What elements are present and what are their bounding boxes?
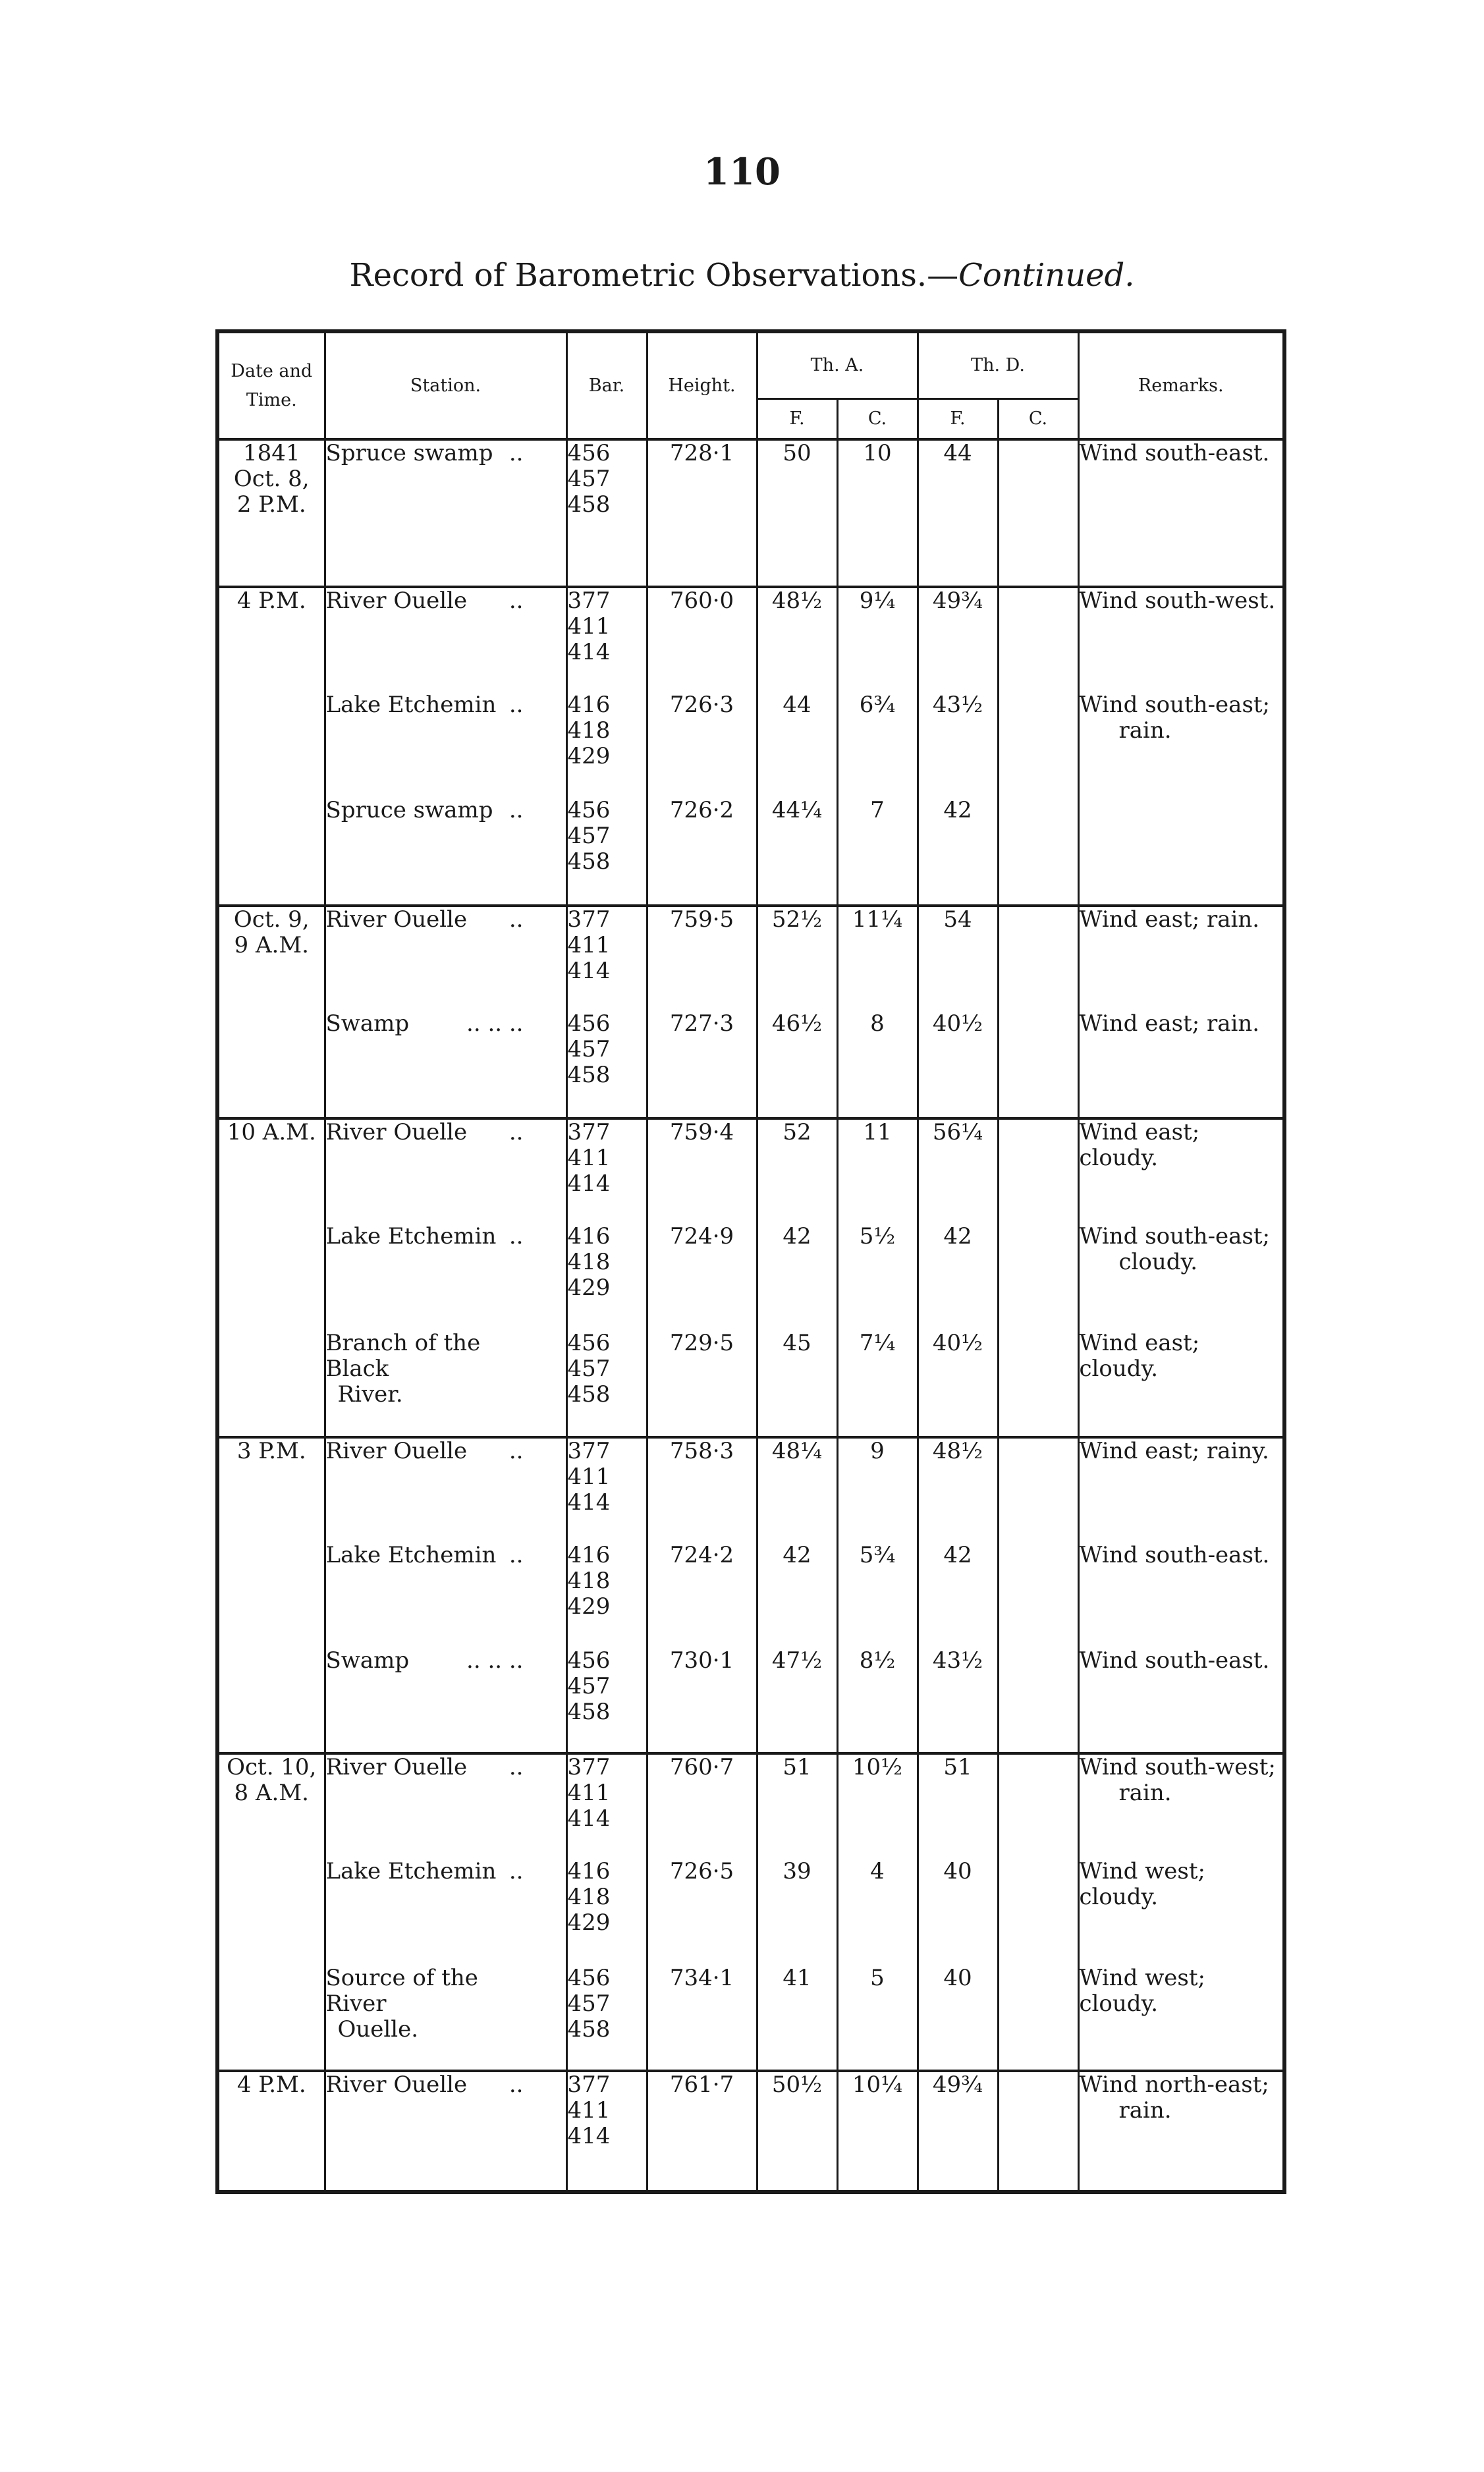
bar-value: 418 bbox=[567, 1568, 611, 1594]
th-d-c-cell bbox=[998, 1224, 1078, 1331]
station-cell bbox=[325, 1753, 566, 1859]
bar-value: 418 bbox=[567, 1884, 611, 1910]
table-row bbox=[217, 692, 1284, 798]
th-d-c-cell bbox=[998, 2071, 1078, 2192]
date-line: Oct. 10, bbox=[227, 1754, 317, 1780]
station-name: Branch of the Black bbox=[325, 1330, 481, 1382]
bar-value: 411 bbox=[567, 932, 611, 958]
bar-value: 418 bbox=[567, 1249, 611, 1275]
th-a-c-cell: 8 bbox=[837, 1011, 918, 1118]
table-row bbox=[217, 1331, 1284, 1437]
th-d-c-cell bbox=[998, 439, 1078, 587]
bar-value: 457 bbox=[567, 823, 611, 849]
bar-value: 416 bbox=[567, 1858, 611, 1884]
th-a-f-cell: 44¼ bbox=[757, 798, 837, 906]
station-name: Swamp bbox=[325, 1010, 410, 1037]
remarks-line: rain. bbox=[1118, 1780, 1172, 1806]
height-cell: 734·1 bbox=[647, 1965, 757, 2071]
bar-value: 377 bbox=[567, 588, 611, 614]
table-row bbox=[217, 1437, 1284, 1543]
th-d-f-cell: 43½ bbox=[918, 1648, 998, 1753]
table-row bbox=[217, 1859, 1284, 1965]
date-line: 9 A.M. bbox=[234, 932, 309, 958]
th-d-f-cell: 40 bbox=[918, 1859, 998, 1965]
observations-body bbox=[217, 439, 1284, 2192]
leader-dots: .. bbox=[508, 1542, 524, 1568]
table-row bbox=[217, 1118, 1284, 1224]
station-line bbox=[326, 2017, 536, 2043]
remarks-cell bbox=[1078, 2071, 1284, 2192]
bar-value: 416 bbox=[567, 1542, 611, 1568]
station-name: River Ouelle bbox=[325, 1754, 468, 1780]
th-a-f-cell: 41 bbox=[757, 1965, 837, 2071]
th-d-f-cell: 49¾ bbox=[918, 2071, 998, 2192]
height-cell: 724·2 bbox=[647, 1543, 757, 1648]
station-cell bbox=[325, 1118, 566, 1224]
bar-value: 416 bbox=[567, 692, 611, 718]
height-cell: 759·5 bbox=[647, 906, 757, 1011]
bar-cell bbox=[566, 1965, 647, 2071]
remarks-cell bbox=[1078, 1753, 1284, 1859]
station-name: River Ouelle bbox=[325, 1438, 468, 1464]
th-a-f-cell: 51 bbox=[757, 1753, 837, 1859]
header-date-line1: Date and bbox=[231, 361, 313, 382]
remarks-cell bbox=[1078, 1118, 1284, 1224]
remarks-line: Wind south-east; bbox=[1079, 1223, 1271, 1250]
bar-value: 456 bbox=[567, 1965, 611, 1991]
table-row bbox=[217, 587, 1284, 692]
station-line bbox=[326, 1755, 524, 1780]
th-a-c-cell: 8½ bbox=[837, 1648, 918, 1753]
th-a-f-cell: 52½ bbox=[757, 906, 837, 1011]
th-d-c-cell bbox=[998, 1543, 1078, 1648]
remarks-line: Wind east; rainy. bbox=[1079, 1438, 1269, 1464]
station-name: Lake Etchemin bbox=[325, 1858, 497, 1884]
remarks-line: Wind east; cloudy. bbox=[1079, 1330, 1200, 1382]
table-row bbox=[217, 1965, 1284, 2071]
station-cell bbox=[325, 587, 566, 692]
th-a-c-cell: 4 bbox=[837, 1859, 918, 1965]
bar-value: 411 bbox=[567, 1780, 611, 1806]
bar-cell bbox=[566, 1011, 647, 1118]
bar-value: 377 bbox=[567, 1754, 611, 1780]
th-a-f-cell: 42 bbox=[757, 1543, 837, 1648]
header-bar: Bar. bbox=[566, 331, 647, 439]
station-cell bbox=[325, 1965, 566, 2071]
bar-value: 414 bbox=[567, 1805, 611, 1832]
leader-dots: .. bbox=[508, 1223, 524, 1250]
station-name: Spruce swamp bbox=[325, 440, 493, 466]
station-name: River Ouelle bbox=[325, 906, 468, 933]
bar-value: 456 bbox=[567, 1010, 611, 1037]
station-name: Source of the River bbox=[325, 1965, 478, 2017]
date-line: 2 P.M. bbox=[236, 491, 306, 518]
bar-value: 418 bbox=[567, 717, 611, 744]
th-a-c-cell: 7¼ bbox=[837, 1331, 918, 1437]
station-line bbox=[326, 1648, 524, 1674]
bar-cell bbox=[566, 1437, 647, 1543]
table-row bbox=[217, 798, 1284, 906]
th-d-c-cell bbox=[998, 1965, 1078, 2071]
th-a-c-cell: 10¼ bbox=[837, 2071, 918, 2192]
table-row bbox=[217, 1543, 1284, 1648]
remarks-cell bbox=[1078, 906, 1284, 1011]
leader-dots: .. bbox=[508, 440, 524, 466]
th-a-c-cell: 6¾ bbox=[837, 692, 918, 798]
station-name: River Ouelle bbox=[325, 1119, 468, 1145]
height-cell: 726·5 bbox=[647, 1859, 757, 1965]
leader-dots: .. bbox=[508, 906, 524, 933]
th-d-c-cell bbox=[998, 1437, 1078, 1543]
bar-value: 429 bbox=[567, 1275, 611, 1301]
remarks-line: cloudy. bbox=[1118, 1249, 1198, 1275]
th-d-f-cell: 40 bbox=[918, 1965, 998, 2071]
bar-value: 411 bbox=[567, 613, 611, 640]
page-title bbox=[0, 257, 1484, 294]
station-cell bbox=[325, 1331, 566, 1437]
station-cell bbox=[325, 2071, 566, 2192]
station-line bbox=[326, 1382, 536, 1408]
bar-cell bbox=[566, 906, 647, 1011]
date-line: 4 P.M. bbox=[236, 2072, 306, 2098]
header-height: Height. bbox=[647, 331, 757, 439]
date-line: Oct. 8, bbox=[233, 466, 310, 492]
remarks-line: rain. bbox=[1118, 2097, 1172, 2124]
th-d-c-cell bbox=[998, 1859, 1078, 1965]
th-a-c-cell: 7 bbox=[837, 798, 918, 906]
leader-dots: .. bbox=[508, 1438, 524, 1464]
th-d-c-cell bbox=[998, 1011, 1078, 1118]
station-line bbox=[326, 1120, 524, 1145]
th-d-f-cell: 43½ bbox=[918, 692, 998, 798]
remarks-line: Wind south-west. bbox=[1079, 588, 1276, 614]
remarks-cell bbox=[1078, 1543, 1284, 1648]
remarks-cell bbox=[1078, 439, 1284, 587]
leader-dots: .. bbox=[508, 588, 524, 614]
bar-value: 411 bbox=[567, 1464, 611, 1490]
remarks-line: Wind east; rain. bbox=[1079, 906, 1260, 933]
title-continued: Continued. bbox=[958, 257, 1135, 294]
remarks-line: Wind east; cloudy. bbox=[1079, 1119, 1200, 1171]
station-cell bbox=[325, 798, 566, 906]
remarks-cell bbox=[1078, 798, 1284, 906]
station-name: Lake Etchemin bbox=[325, 692, 497, 718]
bar-value: 457 bbox=[567, 466, 611, 492]
table-row bbox=[217, 1011, 1284, 1118]
th-a-f-cell: 45 bbox=[757, 1331, 837, 1437]
bar-cell bbox=[566, 2071, 647, 2192]
station-cell bbox=[325, 1011, 566, 1118]
station-line bbox=[326, 2072, 524, 2098]
title-text: Record of Barometric Observations.— bbox=[349, 257, 959, 294]
remarks-line: Wind east; rain. bbox=[1079, 1010, 1260, 1037]
table-row bbox=[217, 906, 1284, 1011]
bar-value: 457 bbox=[567, 1036, 611, 1062]
bar-value: 458 bbox=[567, 848, 611, 875]
remarks-line: Wind south-east. bbox=[1079, 1542, 1270, 1568]
th-d-c-cell bbox=[998, 587, 1078, 692]
bar-cell bbox=[566, 1224, 647, 1331]
leader-dots: .. bbox=[508, 2072, 524, 2098]
station-cell bbox=[325, 1859, 566, 1965]
remarks-cell bbox=[1078, 1648, 1284, 1753]
header-thd-c: C. bbox=[998, 399, 1078, 440]
th-d-c-cell bbox=[998, 1331, 1078, 1437]
bar-value: 429 bbox=[567, 1909, 611, 1936]
th-d-c-cell bbox=[998, 1648, 1078, 1753]
height-cell: 758·3 bbox=[647, 1437, 757, 1543]
station-line bbox=[326, 907, 524, 933]
th-d-c-cell bbox=[998, 906, 1078, 1011]
remarks-cell bbox=[1078, 692, 1284, 798]
th-d-f-cell: 51 bbox=[918, 1753, 998, 1859]
station-line bbox=[326, 1224, 524, 1250]
th-d-f-cell: 54 bbox=[918, 906, 998, 1011]
header-tha-c: C. bbox=[837, 399, 918, 440]
station-cell bbox=[325, 1437, 566, 1543]
station-name: River Ouelle bbox=[325, 2072, 468, 2098]
date-time-cell bbox=[217, 1118, 325, 1437]
th-a-f-cell: 46½ bbox=[757, 1011, 837, 1118]
remarks-cell bbox=[1078, 587, 1284, 692]
station-name: Ouelle. bbox=[337, 2016, 419, 2043]
station-line bbox=[326, 1543, 524, 1568]
bar-value: 456 bbox=[567, 1647, 611, 1674]
leader-dots: .. bbox=[508, 1754, 524, 1780]
th-a-f-cell: 50 bbox=[757, 439, 837, 587]
bar-value: 458 bbox=[567, 1381, 611, 1408]
th-d-f-cell: 42 bbox=[918, 1224, 998, 1331]
remarks-cell bbox=[1078, 1965, 1284, 2071]
station-line bbox=[326, 1965, 524, 2017]
th-d-f-cell: 48½ bbox=[918, 1437, 998, 1543]
th-a-f-cell: 50½ bbox=[757, 2071, 837, 2192]
remarks-cell bbox=[1078, 1224, 1284, 1331]
station-line bbox=[326, 692, 524, 718]
station-line bbox=[326, 441, 524, 466]
leader-dots: .. bbox=[508, 692, 524, 718]
bar-value: 456 bbox=[567, 440, 611, 466]
header-th-a: Th. A. bbox=[757, 331, 918, 399]
remarks-line: Wind south-east. bbox=[1079, 1647, 1270, 1674]
height-cell: 726·3 bbox=[647, 692, 757, 798]
bar-value: 458 bbox=[567, 1699, 611, 1725]
height-cell: 729·5 bbox=[647, 1331, 757, 1437]
bar-value: 458 bbox=[567, 491, 611, 518]
height-cell: 724·9 bbox=[647, 1224, 757, 1331]
leader-dots: .. bbox=[508, 1119, 524, 1145]
th-a-c-cell: 10 bbox=[837, 439, 918, 587]
height-cell: 726·2 bbox=[647, 798, 757, 906]
bar-value: 458 bbox=[567, 1062, 611, 1088]
bar-cell bbox=[566, 798, 647, 906]
station-cell bbox=[325, 906, 566, 1011]
leader-dots: .. bbox=[508, 797, 524, 823]
station-line bbox=[326, 1011, 524, 1037]
height-cell: 730·1 bbox=[647, 1648, 757, 1753]
th-d-f-cell: 42 bbox=[918, 1543, 998, 1648]
date-line: 8 A.M. bbox=[234, 1780, 309, 1806]
bar-cell bbox=[566, 1543, 647, 1648]
th-d-f-cell: 49¾ bbox=[918, 587, 998, 692]
date-line: 10 A.M. bbox=[227, 1119, 316, 1145]
header-tha-f: F. bbox=[757, 399, 837, 440]
leader-dots: .. .. .. bbox=[466, 1010, 524, 1037]
th-a-f-cell: 52 bbox=[757, 1118, 837, 1224]
bar-value: 457 bbox=[567, 1356, 611, 1382]
bar-cell bbox=[566, 1753, 647, 1859]
th-d-f-cell: 40½ bbox=[918, 1331, 998, 1437]
station-cell bbox=[325, 439, 566, 587]
th-d-c-cell bbox=[998, 798, 1078, 906]
header-thd-f: F. bbox=[918, 399, 998, 440]
th-a-f-cell: 42 bbox=[757, 1224, 837, 1331]
date-line: Oct. 9, bbox=[233, 906, 310, 933]
bar-value: 414 bbox=[567, 1489, 611, 1516]
th-a-c-cell: 11¼ bbox=[837, 906, 918, 1011]
station-name: Lake Etchemin bbox=[325, 1223, 497, 1250]
station-line bbox=[326, 1859, 524, 1884]
th-a-f-cell: 47½ bbox=[757, 1648, 837, 1753]
th-a-c-cell: 5 bbox=[837, 1965, 918, 2071]
table-row bbox=[217, 1648, 1284, 1753]
station-line bbox=[326, 588, 524, 614]
remarks-cell bbox=[1078, 1859, 1284, 1965]
remarks-cell bbox=[1078, 1011, 1284, 1118]
remarks-cell bbox=[1078, 1331, 1284, 1437]
station-line bbox=[326, 1439, 524, 1464]
station-cell bbox=[325, 692, 566, 798]
height-cell: 761·7 bbox=[647, 2071, 757, 2192]
date-line: 3 P.M. bbox=[236, 1438, 306, 1464]
bar-cell bbox=[566, 1648, 647, 1753]
height-cell: 760·0 bbox=[647, 587, 757, 692]
bar-value: 414 bbox=[567, 2123, 611, 2149]
station-name: Swamp bbox=[325, 1647, 410, 1674]
bar-cell bbox=[566, 692, 647, 798]
bar-cell bbox=[566, 439, 647, 587]
th-a-c-cell: 10½ bbox=[837, 1753, 918, 1859]
th-a-c-cell: 9 bbox=[837, 1437, 918, 1543]
remarks-line: Wind west; cloudy. bbox=[1079, 1858, 1205, 1910]
bar-value: 414 bbox=[567, 639, 611, 665]
station-line bbox=[326, 798, 524, 823]
date-time-cell bbox=[217, 1437, 325, 1753]
station-name: Lake Etchemin bbox=[325, 1542, 497, 1568]
th-a-c-cell: 11 bbox=[837, 1118, 918, 1224]
station-name: Spruce swamp bbox=[325, 797, 493, 823]
bar-value: 429 bbox=[567, 743, 611, 769]
header-th-d: Th. D. bbox=[918, 331, 1078, 399]
th-d-c-cell bbox=[998, 692, 1078, 798]
th-d-f-cell: 44 bbox=[918, 439, 998, 587]
bar-value: 377 bbox=[567, 2072, 611, 2098]
table-row bbox=[217, 2071, 1284, 2192]
date-line: 1841 bbox=[242, 440, 300, 466]
height-cell: 727·3 bbox=[647, 1011, 757, 1118]
remarks-line: Wind north-east; bbox=[1079, 2072, 1269, 2098]
th-d-f-cell: 40½ bbox=[918, 1011, 998, 1118]
bar-cell bbox=[566, 1331, 647, 1437]
station-name: River Ouelle bbox=[325, 588, 468, 614]
th-a-c-cell: 9¼ bbox=[837, 587, 918, 692]
bar-cell bbox=[566, 1859, 647, 1965]
date-time-cell bbox=[217, 906, 325, 1118]
bar-value: 377 bbox=[567, 1438, 611, 1464]
th-a-c-cell: 5½ bbox=[837, 1224, 918, 1331]
bar-value: 414 bbox=[567, 1170, 611, 1197]
station-cell bbox=[325, 1543, 566, 1648]
date-time-cell bbox=[217, 587, 325, 906]
bar-value: 458 bbox=[567, 2016, 611, 2043]
bar-value: 457 bbox=[567, 1673, 611, 1699]
table-row bbox=[217, 1224, 1284, 1331]
bar-cell bbox=[566, 587, 647, 692]
station-cell bbox=[325, 1224, 566, 1331]
bar-value: 377 bbox=[567, 1119, 611, 1145]
th-a-f-cell: 44 bbox=[757, 692, 837, 798]
station-cell bbox=[325, 1648, 566, 1753]
station-name: River. bbox=[337, 1381, 403, 1408]
header-date-line2: Time. bbox=[246, 389, 297, 410]
th-a-c-cell: 5¾ bbox=[837, 1543, 918, 1648]
th-d-c-cell bbox=[998, 1118, 1078, 1224]
remarks-cell bbox=[1078, 1437, 1284, 1543]
bar-value: 429 bbox=[567, 1593, 611, 1620]
leader-dots: .. bbox=[508, 1858, 524, 1884]
date-time-cell bbox=[217, 2071, 325, 2192]
bar-cell bbox=[566, 1118, 647, 1224]
bar-value: 411 bbox=[567, 2097, 611, 2124]
table-row bbox=[217, 439, 1284, 587]
height-cell: 760·7 bbox=[647, 1753, 757, 1859]
station-line bbox=[326, 1331, 524, 1382]
leader-dots: .. .. .. bbox=[466, 1647, 524, 1674]
remarks-line: Wind west; cloudy. bbox=[1079, 1965, 1205, 2017]
remarks-line: Wind south-west; bbox=[1079, 1754, 1276, 1780]
date-line: 4 P.M. bbox=[236, 588, 306, 614]
header-date bbox=[217, 331, 325, 439]
bar-value: 416 bbox=[567, 1223, 611, 1250]
page-number: 110 bbox=[703, 150, 781, 194]
th-a-f-cell: 48¼ bbox=[757, 1437, 837, 1543]
observations-table bbox=[215, 329, 1286, 2194]
height-cell: 728·1 bbox=[647, 439, 757, 587]
bar-value: 457 bbox=[567, 1991, 611, 2017]
remarks-line: Wind south-east; bbox=[1079, 692, 1271, 718]
header-remarks: Remarks. bbox=[1078, 331, 1284, 439]
bar-value: 411 bbox=[567, 1145, 611, 1171]
header-station: Station. bbox=[325, 331, 566, 439]
bar-value: 456 bbox=[567, 1330, 611, 1356]
remarks-line: rain. bbox=[1118, 717, 1172, 744]
bar-value: 456 bbox=[567, 797, 611, 823]
th-d-f-cell: 42 bbox=[918, 798, 998, 906]
th-d-c-cell bbox=[998, 1753, 1078, 1859]
date-time-cell bbox=[217, 1753, 325, 2071]
height-cell: 759·4 bbox=[647, 1118, 757, 1224]
bar-value: 414 bbox=[567, 958, 611, 984]
date-time-cell bbox=[217, 439, 325, 587]
table-row bbox=[217, 1753, 1284, 1859]
th-d-f-cell: 56¼ bbox=[918, 1118, 998, 1224]
remarks-line: Wind south-east. bbox=[1079, 440, 1270, 466]
th-a-f-cell: 39 bbox=[757, 1859, 837, 1965]
bar-value: 377 bbox=[567, 906, 611, 933]
th-a-f-cell: 48½ bbox=[757, 587, 837, 692]
